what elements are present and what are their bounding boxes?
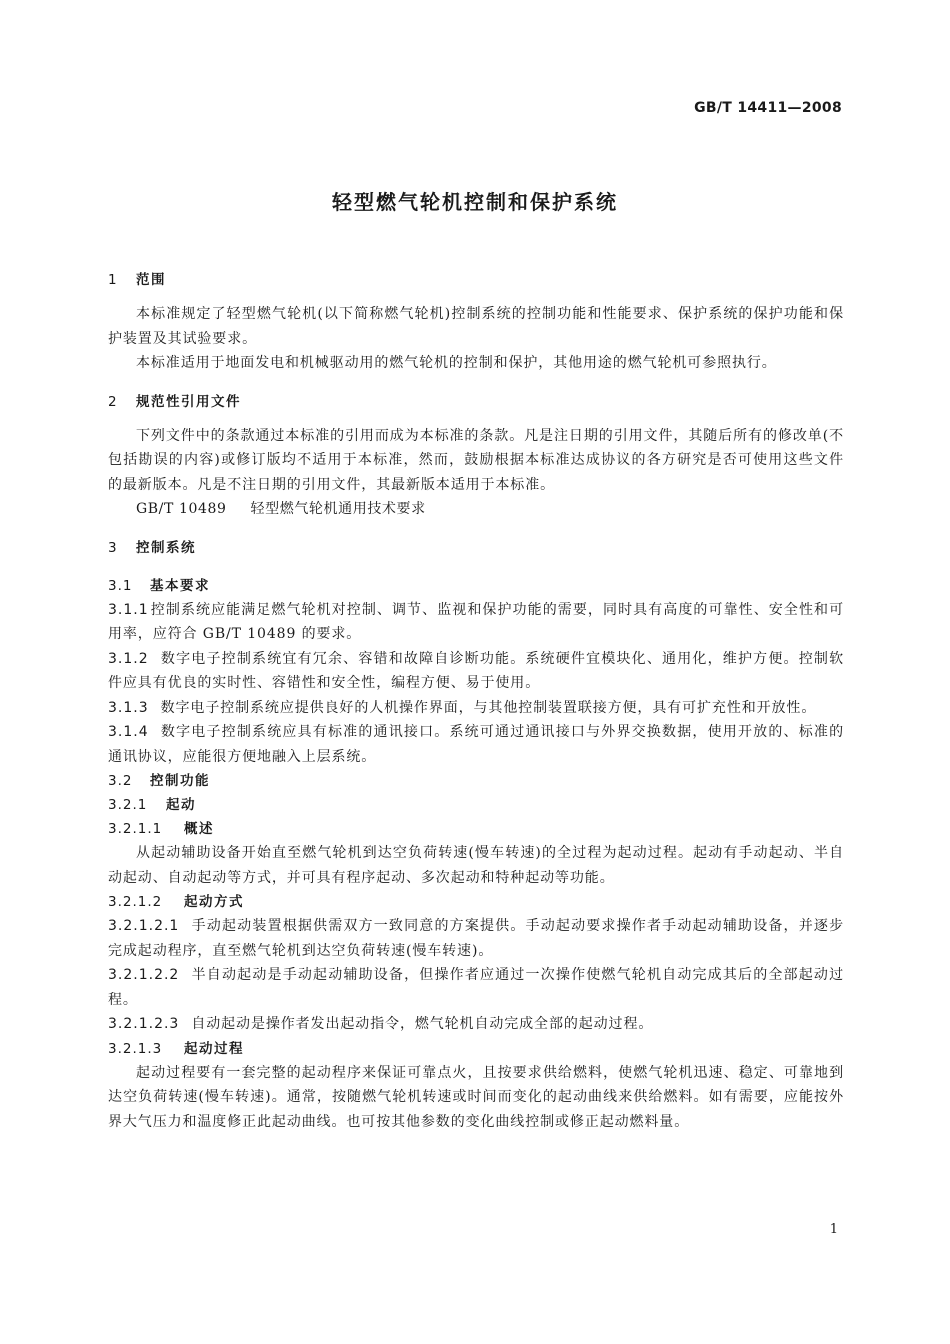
paragraph: 本标准适用于地面发电和机械驱动用的燃气轮机的控制和保护，其他用途的燃气轮机可参照执行。 xyxy=(136,355,777,371)
section-number: 3 xyxy=(108,539,118,556)
section-number: 3.2.1.3 xyxy=(108,1040,163,1057)
page-number: 1 xyxy=(829,1222,838,1237)
clause-number: 3.1.2 xyxy=(108,650,149,667)
subsection-3-2-heading xyxy=(108,769,844,793)
clause-text: 数字电子控制系统应具有标准的通讯接口。系统可通过通讯接口与外界交换数据，使用开放的、标准的通讯协议，应能很方便地融入上层系统。 xyxy=(108,724,844,765)
section-title: 基本要求 xyxy=(150,577,210,594)
section-title: 控制系统 xyxy=(136,539,196,556)
section-number: 3.2.1 xyxy=(108,797,148,813)
clause-number: 3.1.1 xyxy=(108,601,149,618)
clause-number: 3.1.4 xyxy=(108,724,149,740)
subsection-3-1-heading xyxy=(108,574,844,598)
clause-3-1-3 xyxy=(108,696,844,721)
section-number: 3.2.1.2 xyxy=(108,894,163,910)
clause-3-1-4 xyxy=(108,720,844,769)
section-number: 2 xyxy=(108,393,118,410)
paragraph: 起动过程要有一套完整的起动程序来保证可靠点火，且按要求供给燃料，使燃气轮机迅速、稳定、可靠地到达空负荷转速(慢车转速)。通常，按随燃气轮机转速或时间而变化的起动曲线来供给燃料。如有需要，应能按外界大气压力和温度修正此起动曲线。也可按其他参数的变化曲线控制或修正起动燃料量。 xyxy=(108,1064,844,1130)
reference-code: GB/T 10489 xyxy=(136,501,227,517)
section-number: 3.2.1.1 xyxy=(108,821,163,837)
section-title: 控制功能 xyxy=(150,773,210,789)
clause-3-2-1-2-1 xyxy=(108,914,844,963)
document-body xyxy=(108,268,844,1134)
clause-3-1-1 xyxy=(108,598,844,647)
section-title: 起动 xyxy=(166,797,196,813)
clause-number: 3.2.1.2.2 xyxy=(108,967,180,983)
section-title: 规范性引用文件 xyxy=(136,393,241,410)
document-title: 轻型燃气轮机控制和保护系统 xyxy=(332,190,618,214)
subsection-3-2-1-2-heading xyxy=(108,890,844,914)
clause-text: 数字电子控制系统应提供良好的人机操作界面，与其他控制装置联接方便，具有可扩充性和开放性。 xyxy=(160,699,817,716)
clause-3-2-1-2-3 xyxy=(108,1012,844,1037)
paragraph: 从起动辅助设备开始直至燃气轮机到达空负荷转速(慢车转速)的全过程为起动过程。起动有手动起动、半自动起动、自动起动等方式，并可具有程序起动、多次起动和特种起动等功能。 xyxy=(108,845,844,886)
clause-text: 半自动起动是手动起动辅助设备，但操作者应通过一次操作使燃气轮机自动完成其后的全部起动过程。 xyxy=(108,967,844,1008)
subsection-3-2-1-1-heading xyxy=(108,817,844,841)
section-title: 范围 xyxy=(136,272,166,288)
clause-text: 自动起动是操作者发出起动指令，燃气轮机自动完成全部的起动过程。 xyxy=(191,1016,654,1032)
clause-text: 手动起动装置根据供需双方一致同意的方案提供。手动起动要求操作者手动起动辅助设备，并逐步完成起动程序，直至燃气轮机到达空负荷转速(慢车转速)。 xyxy=(108,918,844,959)
section-1-heading xyxy=(108,268,844,292)
standard-code: GB/T 14411—2008 xyxy=(694,100,842,116)
subsection-3-2-1-3-heading xyxy=(108,1037,844,1061)
clause-number: 3.2.1.2.3 xyxy=(108,1016,180,1032)
section-3-heading xyxy=(108,536,844,560)
section-title: 起动方式 xyxy=(184,894,244,910)
subsection-3-2-1-heading xyxy=(108,793,844,817)
clause-text: 数字电子控制系统宜有冗余、容错和故障自诊断功能。系统硬件宜模块化、通用化，维护方便。控制软件应具有优良的实时性、容错性和安全性，编程方便、易于使用。 xyxy=(108,650,844,691)
clause-3-1-2 xyxy=(108,647,844,696)
clause-3-2-1-2-2 xyxy=(108,963,844,1012)
reference-title: 轻型燃气轮机通用技术要求 xyxy=(250,501,426,517)
section-title: 起动过程 xyxy=(184,1040,244,1057)
section-title: 概述 xyxy=(184,821,214,837)
paragraph: 下列文件中的条款通过本标准的引用而成为本标准的条款。凡是注日期的引用文件，其随后所有的修改单(不包括勘误的内容)或修订版均不适用于本标准，然而，鼓励根据本标准达成协议的各方研究是否可使用这些文件的最新版本。凡是不注日期的引用文件，其最新版本适用于本标准。 xyxy=(108,427,844,493)
section-number: 3.2 xyxy=(108,773,133,789)
paragraph: 本标准规定了轻型燃气轮机(以下简称燃气轮机)控制系统的控制功能和性能要求、保护系统的保护功能和保护装置及其试验要求。 xyxy=(108,306,844,347)
clause-number: 3.2.1.2.1 xyxy=(108,918,180,934)
section-number: 1 xyxy=(108,272,118,288)
clause-number: 3.1.3 xyxy=(108,699,149,716)
section-number: 3.1 xyxy=(108,577,133,594)
clause-text: 控制系统应能满足燃气轮机对控制、调节、监视和保护功能的需要，同时具有高度的可靠性、安全性和可用率，应符合 GB/T 10489 的要求。 xyxy=(108,601,844,642)
normative-reference xyxy=(108,497,844,522)
section-2-heading xyxy=(108,390,844,414)
